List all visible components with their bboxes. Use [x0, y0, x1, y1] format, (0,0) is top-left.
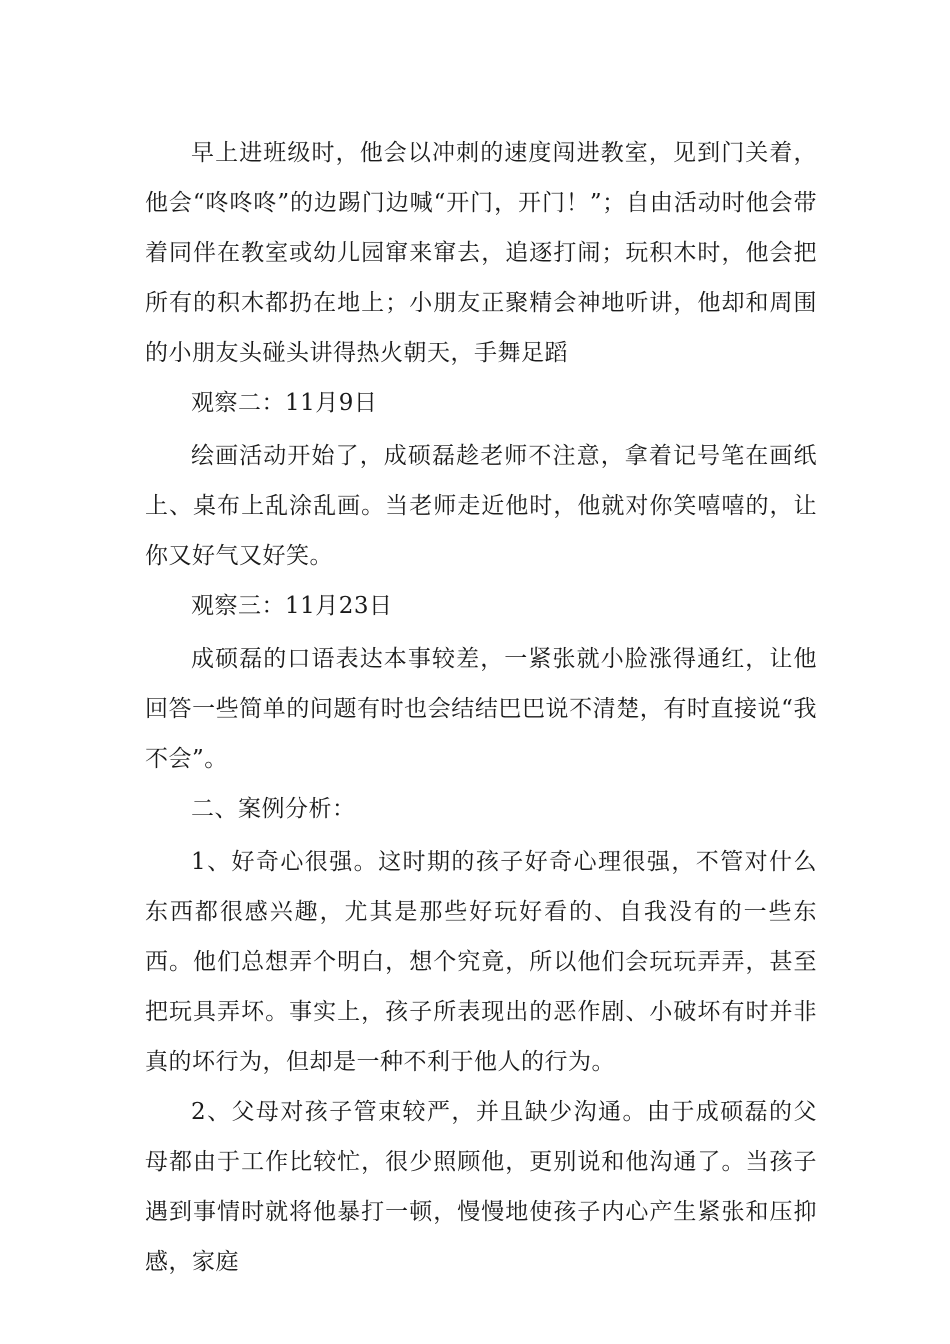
heading-observation-three: 观察三：11月23日 [191, 593, 393, 619]
paragraph-morning-behavior: 早上进班级时，他会以冲刺的速度闯进教室，见到门关着，他会“咚咚咚”的边踢门边喊“开门，开门！”；自由活动时他会带着同伴在教室或幼儿园窜来窜去，追逐打闹；玩积木时，他会把所有的积木都扔在地上；小朋友正聚精会神地听讲，他却和周围的小朋友头碰头讲得热火朝天，手舞足蹈 [145, 140, 817, 366]
heading-observation-two: 观察二：11月9日 [191, 390, 378, 416]
heading-case-analysis: 二、案例分析： [191, 796, 356, 822]
paragraph-parents-strict: 2、父母对孩子管束较严，并且缺少沟通。由于成硕磊的父母都由于工作比较忙，很少照顾他，更别说和他沟通了。当孩子遇到事情时就将他暴打一顿，慢慢地使孩子内心产生紧张和压抑感，家庭 [145, 1099, 817, 1275]
paragraph-drawing-activity: 绘画活动开始了，成硕磊趁老师不注意，拿着记号笔在画纸上、桌布上乱涂乱画。当老师走近他时，他就对你笑嘻嘻的，让你又好气又好笑。 [145, 443, 817, 569]
paragraph-curiosity: 1、好奇心很强。这时期的孩子好奇心理很强，不管对什么东西都很感兴趣，尤其是那些好玩好看的、自我没有的一些东西。他们总想弄个明白，想个究竟，所以他们会玩玩弄弄，甚至把玩具弄坏。事实上，孩子所表现出的恶作剧、小破坏有时并非真的坏行为，但却是一种不利于他人的行为。 [145, 849, 817, 1075]
document-body [145, 128, 817, 1287]
paragraph-oral-expression: 成硕磊的口语表达本事较差，一紧张就小脸涨得通红，让他回答一些简单的问题有时也会结结巴巴说不清楚，有时直接说“我不会”。 [145, 646, 817, 772]
